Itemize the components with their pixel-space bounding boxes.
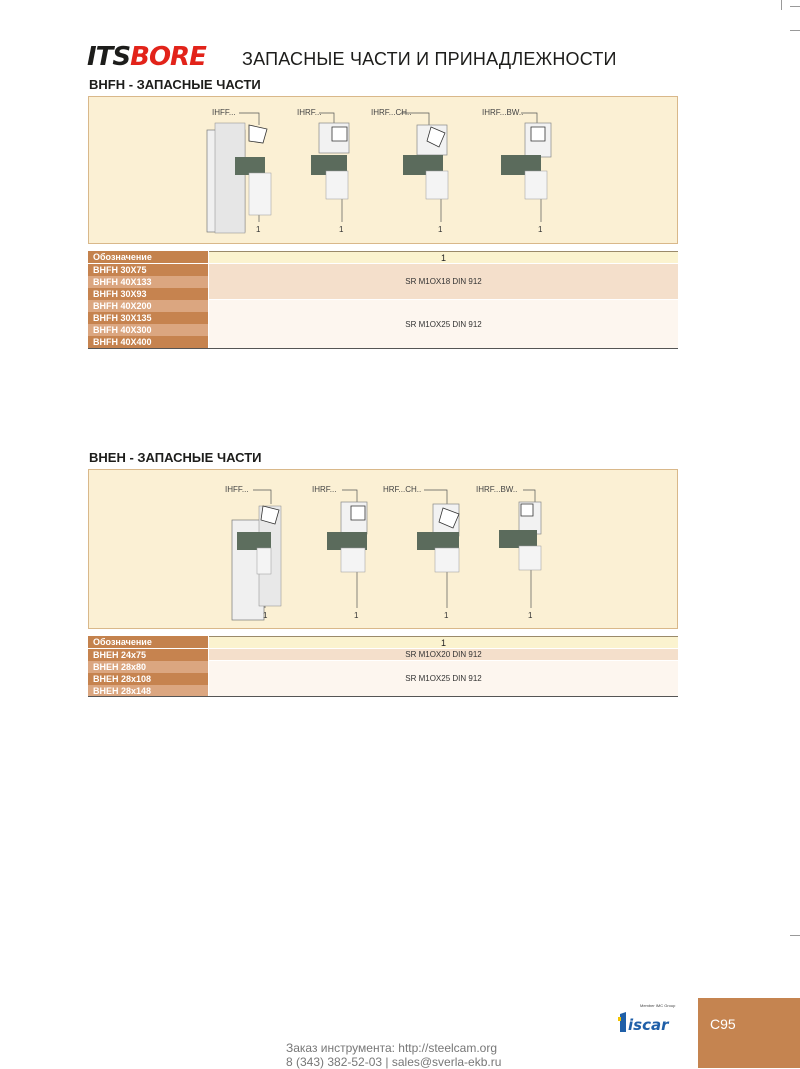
part-number: 1 xyxy=(354,611,359,620)
table-bottom-rule xyxy=(88,348,678,349)
order-info: Заказ инструмента: http://steelcam.org xyxy=(286,1041,498,1055)
header-part-number: 1 xyxy=(209,251,678,263)
page-number: C95 xyxy=(710,1016,736,1032)
tool-label: IHRF...BW.. xyxy=(476,485,518,494)
table-header-row xyxy=(88,636,678,648)
contact-info: 8 (343) 382-52-03 | sales@sverla-ekb.ru xyxy=(286,1055,502,1069)
illustration-bheh xyxy=(88,469,678,629)
table-row-code: BHEH 28x148 xyxy=(88,685,208,697)
crop-mark xyxy=(790,6,800,7)
tool-label: HRF...CH.. xyxy=(383,485,422,494)
tool-drawings-bhfh xyxy=(89,97,677,243)
tool-label: IHFF... xyxy=(225,485,249,494)
table-group-value: SR M1OX18 DIN 912 xyxy=(209,264,678,299)
page-title: ЗАПАСНЫЕ ЧАСТИ И ПРИНАДЛЕЖНОСТИ xyxy=(242,49,617,69)
table-row-code: BHEH 28x80 xyxy=(88,661,208,673)
part-number: 1 xyxy=(538,225,543,234)
table-bottom-rule xyxy=(88,696,678,697)
table-row-code: BHFH 40X133 xyxy=(88,276,208,288)
table-row-code: BHFH 30X93 xyxy=(88,288,208,300)
tool-label: IHRF...CH.. xyxy=(371,108,412,117)
crop-mark xyxy=(790,30,800,31)
part-number: 1 xyxy=(444,611,449,620)
page-number-box xyxy=(698,998,800,1068)
table-row-code: BHEH 24x75 xyxy=(88,649,208,661)
part-number: 1 xyxy=(438,225,443,234)
table-row-code: BHFH 40X400 xyxy=(88,336,208,348)
crop-mark xyxy=(781,0,782,10)
table-row-code: BHFH 30X75 xyxy=(88,264,208,276)
part-number: 1 xyxy=(256,225,261,234)
crop-mark xyxy=(790,935,800,936)
tool-label: IHRF...BW.. xyxy=(482,108,524,117)
header-designation: Обозначение xyxy=(88,636,208,648)
parts-table-bhfh xyxy=(88,251,678,351)
part-number: 1 xyxy=(339,225,344,234)
tool-drawings-bheh xyxy=(89,470,677,628)
parts-table-bheh xyxy=(88,636,678,700)
table-row-code: BHFH 40X200 xyxy=(88,300,208,312)
member-imc-text: Member IMC Group xyxy=(640,1003,676,1008)
iscar-logo xyxy=(618,1008,680,1034)
table-row-code: BHFH 40X300 xyxy=(88,324,208,336)
header-designation: Обозначение xyxy=(88,251,208,263)
table-header-row xyxy=(88,251,678,263)
table-row-code: BHFH 30X135 xyxy=(88,312,208,324)
tool-label: IHRF... xyxy=(297,108,322,117)
part-number: 1 xyxy=(263,611,268,620)
section-title-bhfh: BHFH - ЗАПАСНЫЕ ЧАСТИ xyxy=(89,77,261,92)
tool-label: IHRF... xyxy=(312,485,337,494)
table-group-value: SR M1OX25 DIN 912 xyxy=(209,300,678,348)
logo-its: ITS xyxy=(87,42,131,72)
tool-label: IHFF... xyxy=(212,108,236,117)
table-group-value: SR M1OX25 DIN 912 xyxy=(209,661,678,696)
logo-bore: BORE xyxy=(130,42,206,72)
illustration-bhfh xyxy=(88,96,678,244)
table-row-code: BHEH 28x108 xyxy=(88,673,208,685)
header-part-number: 1 xyxy=(209,636,678,648)
section-title-bheh: BHEH - ЗАПАСНЫЕ ЧАСТИ xyxy=(89,450,262,465)
iscar-wordmark: iscar xyxy=(628,1016,669,1034)
itsbore-logo xyxy=(87,42,206,72)
part-number: 1 xyxy=(528,611,533,620)
table-group-value: SR M1OX20 DIN 912 xyxy=(209,649,678,660)
